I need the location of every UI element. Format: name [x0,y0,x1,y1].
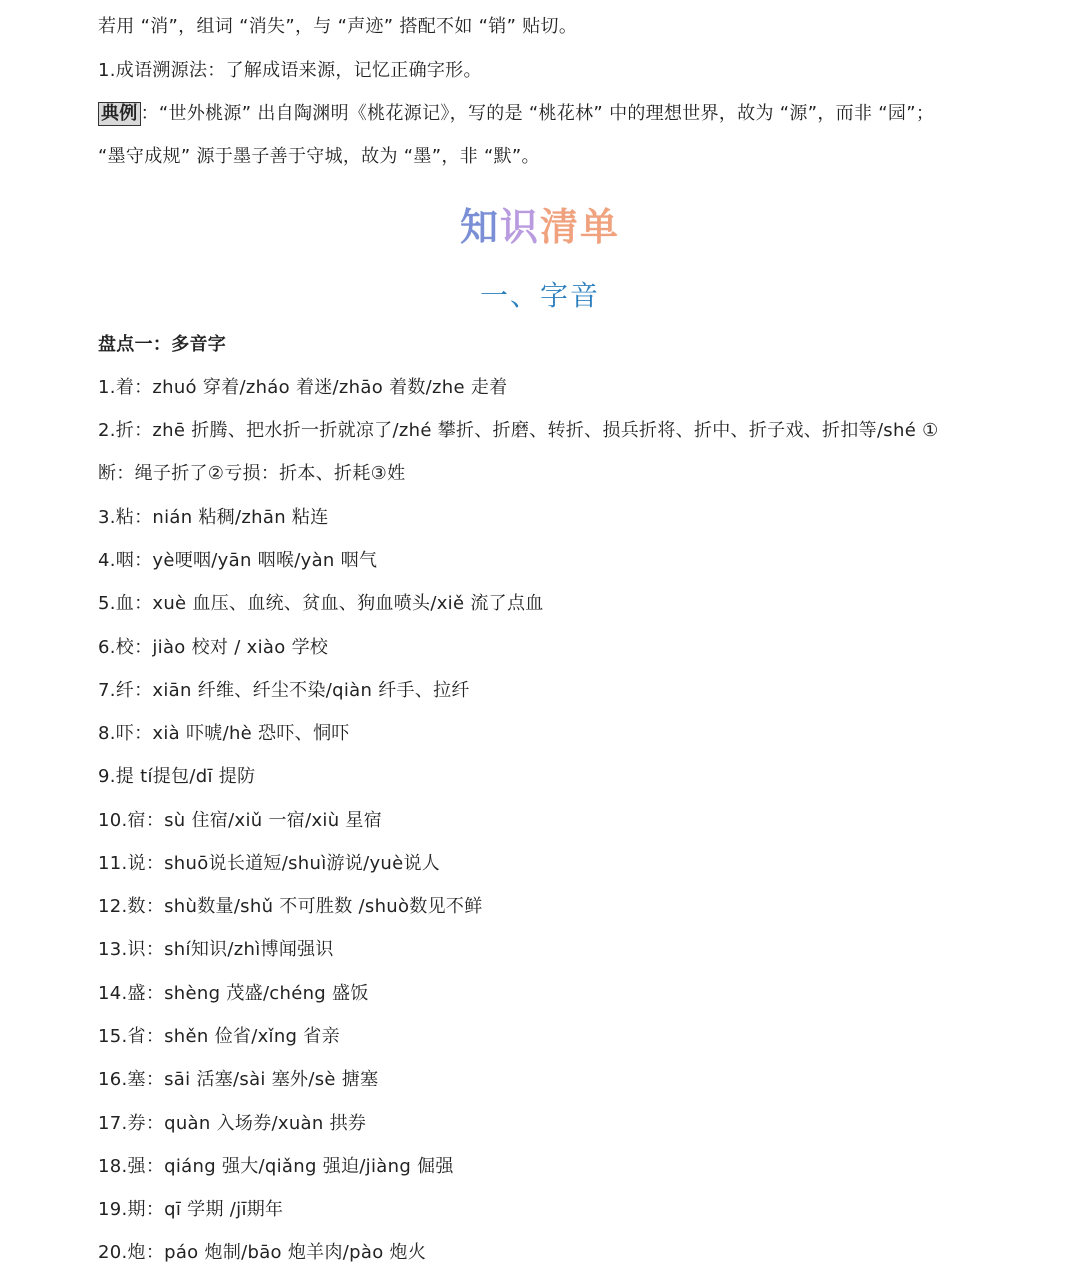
list-item: 8.吓：xià 吓唬/hè 恐吓、恫吓 [98,723,350,744]
list-item: 13.识：shí知识/zhì博闻强识 [98,939,334,960]
list-item: 5.血：xuè 血压、血统、贫血、狗血喷头/xiě 流了点血 [98,593,544,614]
list-item: 16.塞：sāi 活塞/sài 塞外/sè 搪塞 [98,1069,379,1090]
example-line-2: “墨守成规” 源于墨子善于守城，故为 “墨”，非 “默”。 [98,146,540,167]
list-item: 12.数：shù数量/shǔ 不可胜数 /shuò数见不鲜 [98,896,483,917]
subheading: 盘点一：多音字 [98,334,227,355]
list-item: 3.粘：nián 粘稠/zhān 粘连 [98,507,329,528]
method-line: 1.成语溯源法：了解成语来源，记忆正确字形。 [98,60,482,81]
section-title: 一、字音 [479,279,600,312]
list-item: 1.着：zhuó 穿着/zháo 着迷/zhāo 着数/zhe 走着 [98,377,508,398]
list-item: 6.校：jiào 校对 / xiào 学校 [98,637,329,658]
list-item: 断：绳子折了②亏损：折本、折耗③姓 [98,463,406,484]
list-item: 4.咽：yè哽咽/yān 咽喉/yàn 咽气 [98,550,378,571]
list-item: 17.券：quàn 入场券/xuàn 拱券 [98,1113,367,1134]
list-item: 10.宿：sù 住宿/xiǔ 一宿/xiù 星宿 [98,810,383,831]
list-item: 18.强：qiáng 强大/qiǎng 强迫/jiàng 倔强 [98,1156,454,1177]
list-item: 15.省：shěn 俭省/xǐng 省亲 [98,1026,340,1047]
list-item: 14.盛：shèng 茂盛/chéng 盛饭 [98,983,369,1004]
banner-char: 知 [459,205,500,249]
list-item: 2.折：zhē 折腾、把水折一折就凉了/zhé 攀折、折磨、转折、损兵折将、折中、折子戏、折扣等/shé ① [98,420,939,441]
list-item: 19.期：qī 学期 /jī期年 [98,1199,284,1220]
example-tag: 典例 [98,102,141,126]
list-item: 9.提 tí提包/dī 提防 [98,766,256,787]
banner-char: 识 [499,205,540,249]
banner-char: 清 [540,205,581,249]
list-item: 20.炮：páo 炮制/bāo 炮羊肉/pào 炮火 [98,1242,427,1263]
banner-char: 单 [580,205,621,249]
intro-line: 若用 “消”，组词 “消失”，与 “声迹” 搭配不如 “销” 贴切。 [98,16,578,37]
knowledge-list-banner [0,196,1080,251]
list-item: 7.纤：xiān 纤维、纤尘不染/qiàn 纤手、拉纤 [98,680,470,701]
list-item: 11.说：shuō说长道短/shuì游说/yuè说人 [98,853,441,874]
example-line [98,102,1040,126]
example-text: ：“世外桃源” 出自陶渊明《桃花源记》，写的是 “桃花林” 中的理想世界，故为 “源”，而非 “园”； [140,103,935,124]
